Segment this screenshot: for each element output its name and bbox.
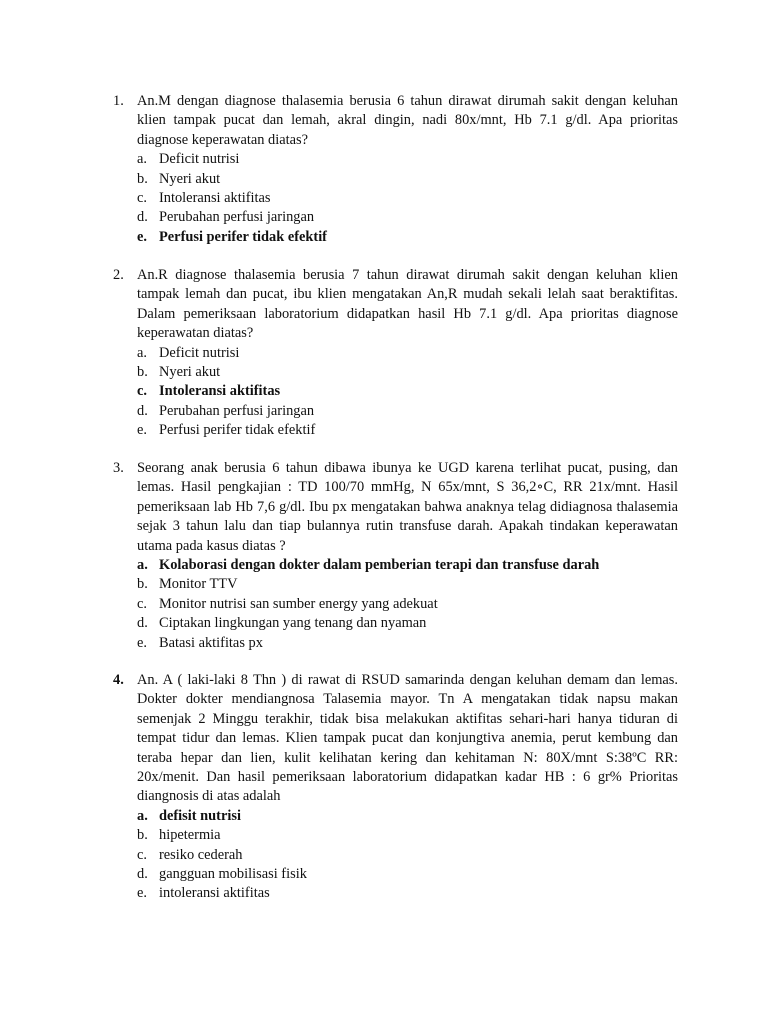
option-d xyxy=(137,614,678,633)
option-letter: d. xyxy=(137,866,148,883)
option-text: resiko cederah xyxy=(159,846,243,863)
option-letter: d. xyxy=(137,402,148,419)
option-list xyxy=(137,556,678,653)
question-2 xyxy=(113,266,678,441)
option-a-answer xyxy=(137,807,678,826)
option-text: Perfusi perifer tidak efektif xyxy=(159,422,316,439)
option-d xyxy=(137,865,678,884)
option-letter: e. xyxy=(137,634,147,651)
option-text: Kolaborasi dengan dokter dalam pemberian terapi dan transfuse darah xyxy=(159,557,600,574)
option-letter: c. xyxy=(137,846,147,863)
question-number: 2. xyxy=(113,267,124,283)
option-text: defisit nutrisi xyxy=(159,807,241,824)
option-b xyxy=(137,826,678,845)
option-text: Deficit nutrisi xyxy=(159,151,240,168)
option-text: Monitor TTV xyxy=(159,576,238,593)
option-text: Nyeri akut xyxy=(159,364,221,381)
option-c xyxy=(137,846,678,865)
option-list xyxy=(137,150,678,247)
option-text: Perubahan perfusi jaringan xyxy=(159,209,315,226)
option-b xyxy=(137,363,678,382)
question-text: Seorang anak berusia 6 tahun dibawa ibunya ke UGD karena terlihat pucat, pusing, dan lemas. Hasil pengkajian : TD 100/70 mmHg, N 65x/mnt, S 36,2∘C, RR 21x/mnt. Hasil pemeriksaan lab Hb 7,6 g/dl. Ibu px mengatakan bahwa anaknya telag didiagnosa thalasemia sejak 3 tahun lalu dan tiap bulannya rutin transfuse darah. Apakah tindakan keperawatan utama pada kasus diatas ? xyxy=(137,460,678,554)
option-text: Monitor nutrisi san sumber energy yang adekuat xyxy=(159,595,438,612)
option-letter: b. xyxy=(137,827,148,844)
question-text: An.M dengan diagnose thalasemia berusia 6 tahun dirawat dirumah sakit dengan keluhan klien tampak pucat dan lemah, akral dingin, nadi 80x/mnt, Hb 7.1 g/dl. Apa prioritas diagnose keperawatan diatas? xyxy=(137,93,678,148)
question-number: 4. xyxy=(113,672,124,688)
question-3 xyxy=(113,459,678,653)
option-c xyxy=(137,189,678,208)
option-letter: b. xyxy=(137,576,148,593)
option-c xyxy=(137,595,678,614)
option-text: Batasi aktifitas px xyxy=(159,634,263,651)
option-letter: d. xyxy=(137,209,148,226)
option-a xyxy=(137,344,678,363)
option-d xyxy=(137,208,678,227)
option-letter: a. xyxy=(137,151,147,168)
option-text: Intoleransi aktifitas xyxy=(159,190,271,207)
question-text: An.R diagnose thalasemia berusia 7 tahun dirawat dirumah sakit dengan keluhan klien tampak lemah dan pucat, ibu klien mengatakan An,R mudah sekali lelah saat beraktifitas. Dalam pemeriksaan laboratorium didapatkan hasil Hb 7.1 g/dl. Apa prioritas diagnose keperawatan diatas? xyxy=(137,267,678,342)
option-e xyxy=(137,884,678,903)
option-letter: c. xyxy=(137,595,147,612)
option-text: hipetermia xyxy=(159,827,221,844)
option-letter: e. xyxy=(137,885,147,902)
option-text: Ciptakan lingkungan yang tenang dan nyaman xyxy=(159,615,427,632)
option-text: gangguan mobilisasi fisik xyxy=(159,866,307,883)
option-a-answer xyxy=(137,556,678,575)
question-number: 3. xyxy=(113,460,124,476)
option-list xyxy=(137,344,678,441)
option-letter: a. xyxy=(137,344,147,361)
option-text: Perfusi perifer tidak efektif xyxy=(159,228,327,245)
option-list xyxy=(137,807,678,904)
option-e xyxy=(137,421,678,440)
option-letter: c. xyxy=(137,190,147,207)
option-letter: e. xyxy=(137,422,147,439)
option-d xyxy=(137,402,678,421)
option-letter: e. xyxy=(137,228,147,245)
option-c-answer xyxy=(137,382,678,401)
option-e-answer xyxy=(137,228,678,247)
option-a xyxy=(137,150,678,169)
option-text: Deficit nutrisi xyxy=(159,344,240,361)
option-b xyxy=(137,575,678,594)
question-text: An. A ( laki-laki 8 Thn ) di rawat di RSUD samarinda dengan keluhan demam dan lemas. Dokter dokter mendiangnosa Talasemia mayor. Tn A mengatakan tidak napsu makan semenjak 2 Minggu terakhir, tidak bisa melakukan aktifitas sehari-hari hanya tiduran di tempat tidur dan lemas. Klien tampak pucat dan konjungtiva anemia, perut kembung dan teraba hepar dan lien, kulit kelihatan kering dan kehitaman N: 80X/mnt S:38ºC RR: 20x/menit. Dan hasil pemeriksaan laboratorium didapatkan kadar HB : 6 gr% Prioritas diangnosis di atas adalah xyxy=(137,672,678,805)
option-text: Nyeri akut xyxy=(159,170,221,187)
option-e xyxy=(137,634,678,653)
question-4 xyxy=(113,671,678,904)
option-text: intoleransi aktifitas xyxy=(159,885,270,902)
option-letter: b. xyxy=(137,364,148,381)
option-letter: b. xyxy=(137,170,148,187)
option-b xyxy=(137,170,678,189)
option-text: Intoleransi aktifitas xyxy=(159,383,281,400)
question-number: 1. xyxy=(113,93,124,109)
option-text: Perubahan perfusi jaringan xyxy=(159,402,315,419)
option-letter: a. xyxy=(137,807,148,824)
option-letter: c. xyxy=(137,383,147,400)
option-letter: d. xyxy=(137,615,148,632)
question-1 xyxy=(113,92,678,247)
option-letter: a. xyxy=(137,557,148,574)
